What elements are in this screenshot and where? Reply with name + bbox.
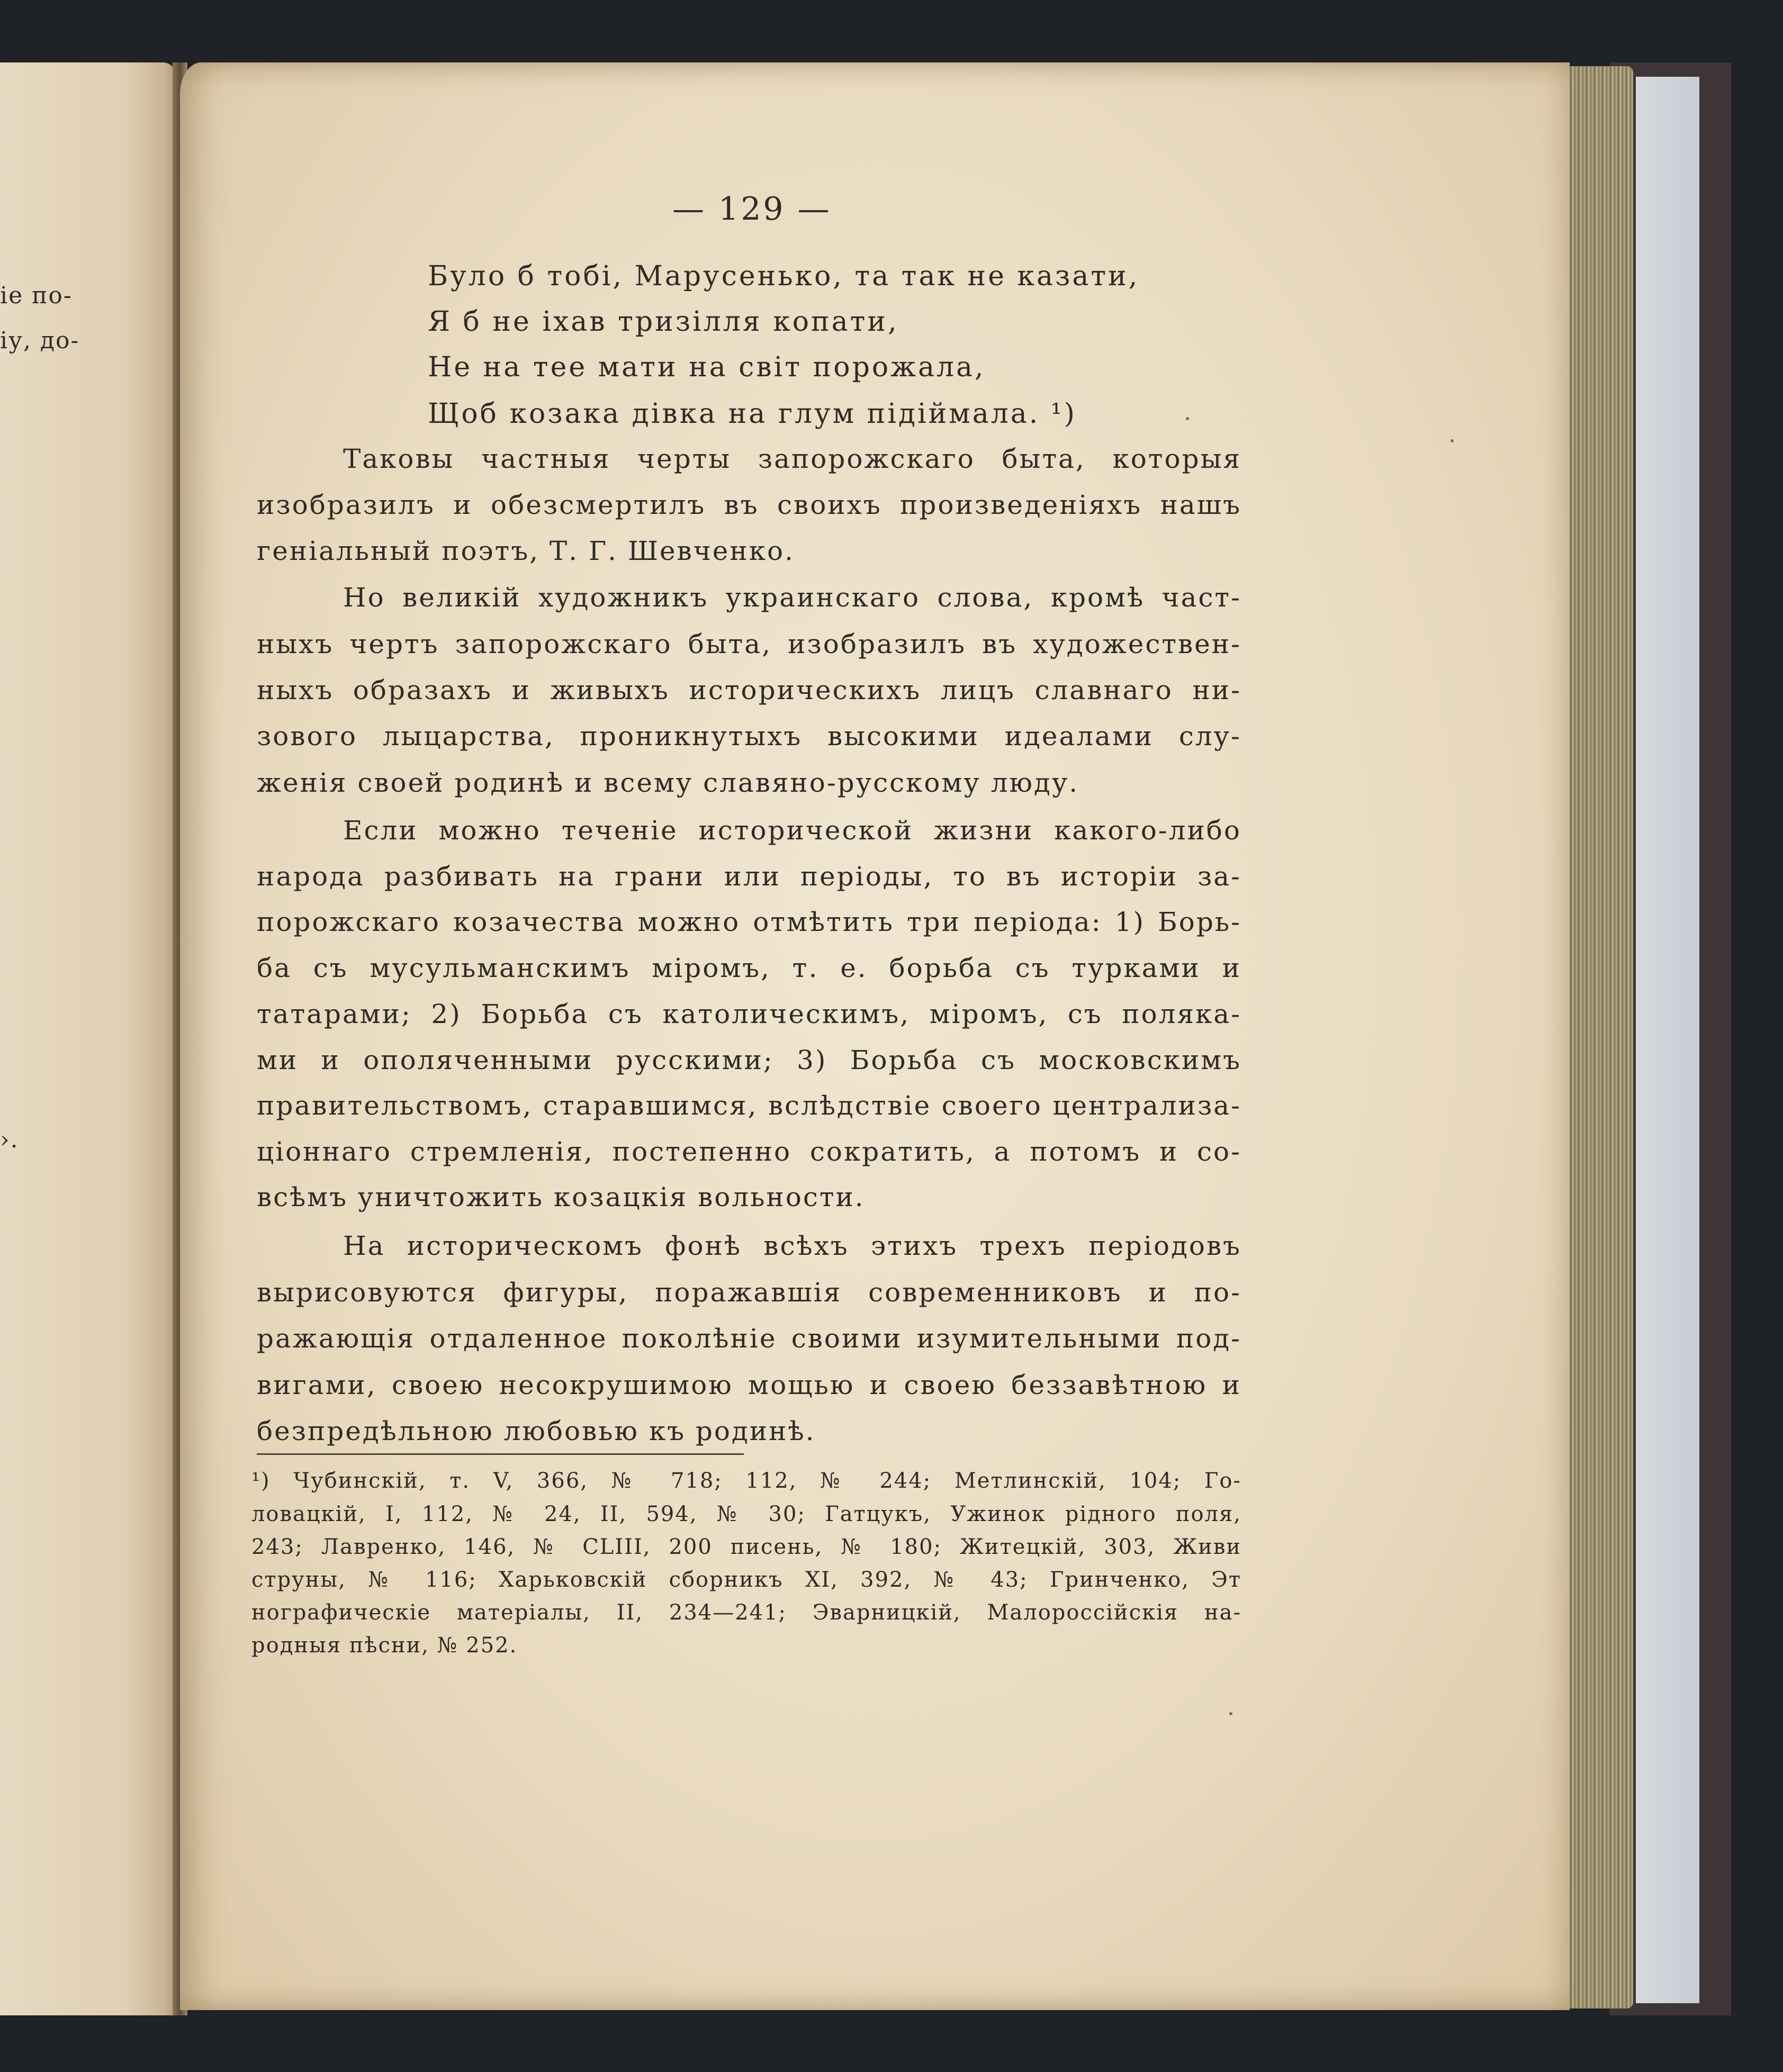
- paragraph-3-line: ціоннаго стремленія, постепенно сократить, а потомъ и со-: [257, 1136, 1241, 1167]
- verse-line: Щоб козака дівка на глум підіймала. ¹): [428, 398, 1077, 430]
- paragraph-3-line: ба съ мусульманскимъ міромъ, т. е. борьба съ турками и: [257, 953, 1241, 983]
- left-page-fragment: іе по-: [0, 282, 73, 309]
- paragraph-2-line: Но великій художникъ украинскаго слова, кромѣ част-: [343, 582, 1241, 613]
- paragraph-2-line: зового лыцарства, проникнутыхъ высокими идеалами слу-: [257, 721, 1241, 752]
- footnote-line: родныя пѣсни, № 252.: [251, 1633, 518, 1658]
- paragraph-3-line: народа разбивать на грани или періоды, то въ исторіи за-: [257, 861, 1241, 892]
- paragraph-2-line: женія своей родинѣ и всему славяно-русскому люду.: [257, 767, 1079, 798]
- paragraph-3-line: правительствомъ, старавшимся, вслѣдствіе своего централиза-: [257, 1090, 1241, 1121]
- paper-speck: [1451, 439, 1454, 442]
- paragraph-3-line: всѣмъ уничтожить козацкія вольности.: [257, 1182, 865, 1213]
- left-page-fragment: іу, до-: [0, 327, 80, 354]
- verse-line: Було б тобі, Марусенько, та так не казати,: [428, 260, 1140, 292]
- paragraph-3-line: татарами; 2) Борьба съ католическимъ, міромъ, съ поляка-: [257, 999, 1241, 1029]
- left-page-fragment: ›.: [0, 1126, 19, 1153]
- footnote-line: ловацкій, I, 112, № 24, II, 594, № 30; Гатцукъ, Ужинок рідного поля,: [251, 1502, 1241, 1526]
- paragraph-1-line: изобразилъ и обезсмертилъ въ своихъ произведеніяхъ нашъ: [257, 490, 1241, 520]
- footnote-rule: [257, 1453, 744, 1455]
- paragraph-3-line: ми и ополяченными русскими; 3) Борьба съ московскимъ: [257, 1045, 1241, 1075]
- left-page: [0, 62, 179, 2015]
- verse-line: Не на тее мати на світ порожала,: [428, 351, 986, 383]
- paragraph-4-line: безпредѣльною любовью къ родинѣ.: [257, 1416, 816, 1446]
- paper-speck: [1186, 417, 1189, 420]
- page-number: — 129 —: [672, 191, 832, 228]
- paragraph-4-line: ражающія отдаленное поколѣніе своими изумительными под-: [257, 1323, 1241, 1354]
- paragraph-1-line: геніальный поэтъ, Т. Г. Шевченко.: [257, 536, 795, 566]
- footnote-line: нографическіе матеріалы, II, 234—241; Эварницкій, Малороссійскія на-: [251, 1600, 1241, 1625]
- paragraph-3-line: порожскаго козачества можно отмѣтить три періода: 1) Борь-: [257, 907, 1241, 937]
- paragraph-2-line: ныхъ чертъ запорожскаго быта, изобразилъ въ художествен-: [257, 629, 1241, 659]
- paragraph-2-line: ныхъ образахъ и живыхъ историческихъ лицъ славнаго ни-: [257, 675, 1241, 705]
- page-stack-edge: [1559, 66, 1633, 2008]
- paragraph-1-line: Таковы частныя черты запорожскаго быта, которыя: [343, 444, 1241, 474]
- paper-speck: [1229, 1712, 1232, 1715]
- verse-line: Я б не іхав тризілля копати,: [428, 306, 899, 338]
- paragraph-3-line: Если можно теченіе исторической жизни какого-либо: [343, 815, 1241, 846]
- footnote-line: 243; Лавренко, 146, № CLIII, 200 писень, № 180; Житецкій, 303, Живи: [251, 1535, 1241, 1559]
- footnote-line: струны, № 116; Харьковскій сборникъ XI, 392, № 43; Гринченко, Эт: [251, 1568, 1241, 1592]
- page-edge-insert: [1636, 77, 1699, 2003]
- paragraph-4-line: На историческомъ фонѣ всѣхъ этихъ трехъ періодовъ: [343, 1230, 1241, 1261]
- footnote-line: ¹) Чубинскій, т. V, 366, № 718; 112, № 244; Метлинскій, 104; Го-: [251, 1469, 1241, 1493]
- paragraph-4-line: вигами, своею несокрушимою мощью и своею беззавѣтною и: [257, 1370, 1241, 1400]
- paragraph-4-line: вырисовуются фигуры, поражавшія современниковъ и по-: [257, 1277, 1241, 1308]
